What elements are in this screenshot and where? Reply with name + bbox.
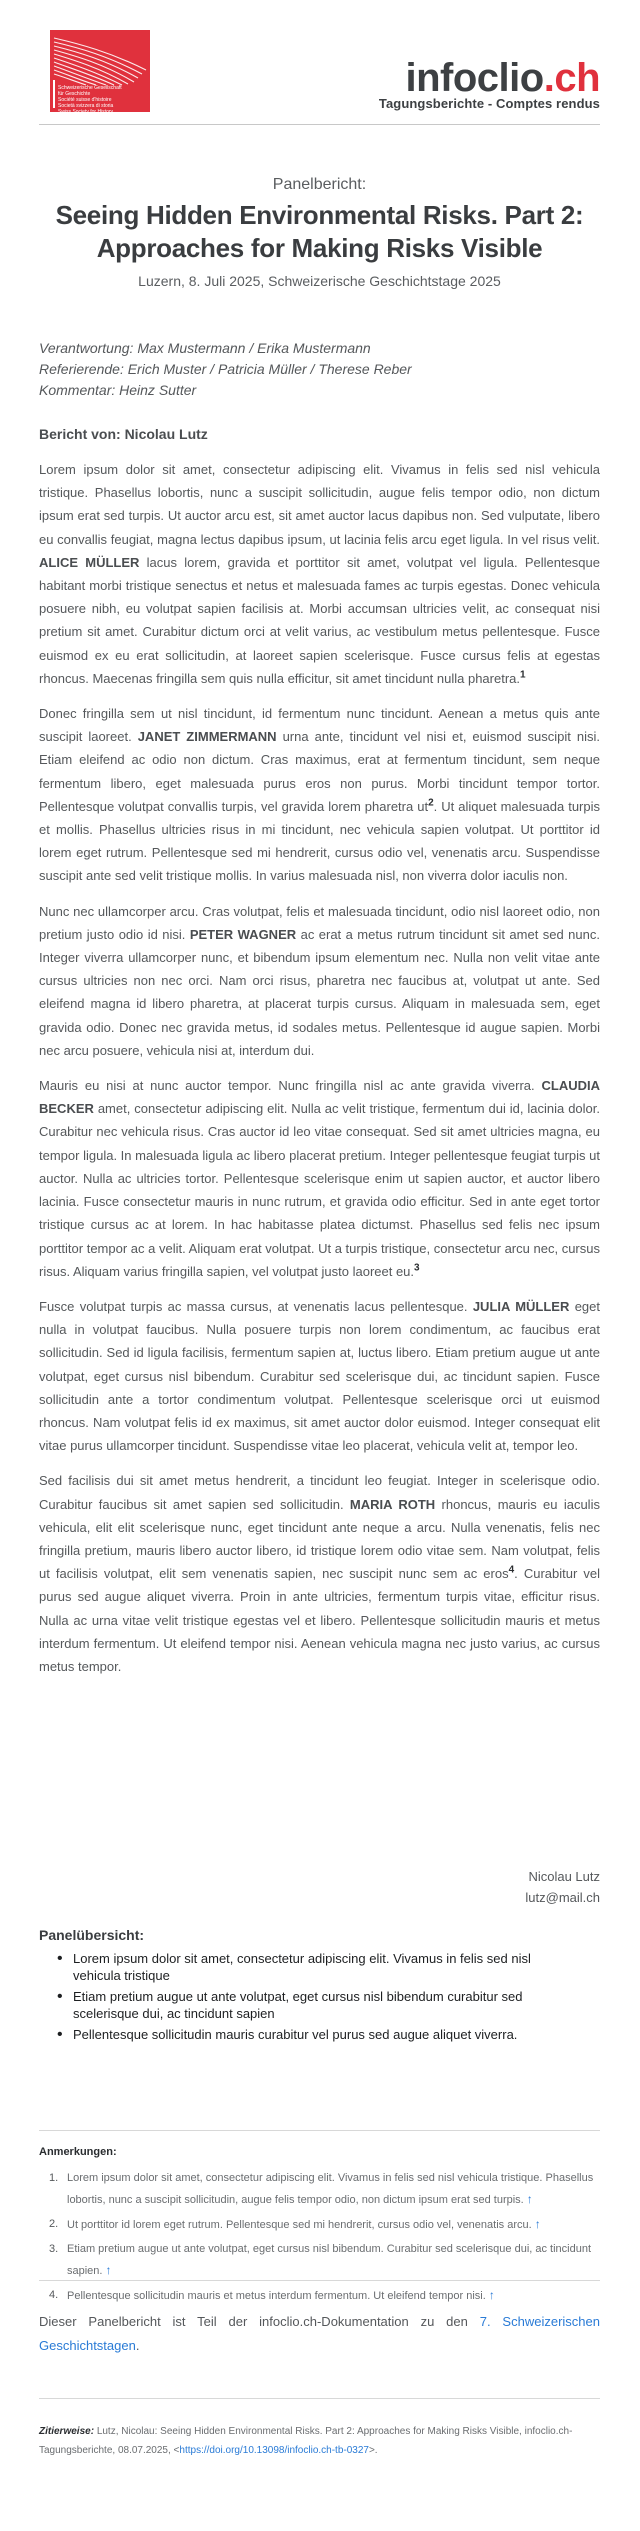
signature	[525, 1866, 600, 1908]
text: ac erat a metus rutrum tincidunt sit amet sed nunc. Integer viverra ullamcorper nunc, et bibendum ipsum elementum nec. Nulla non velit vitae ante cursus ultricies non nec orci. Nam orci risus, pharetra nec faucibus at, volutpat ut ante. Sed eleifend magna id libero pharetra, at placerat turpis cursus. Aliquam in malesuada sem, eget gravida odio. Donec nec gravida metus, id sodales metus. Pellentesque id augue sapien. Morbi nec arcu posuere, vehicula nisi at, interdum dui.	[39, 926, 600, 1058]
speaker-name: ALICE MÜLLER	[39, 554, 140, 570]
text: Sed facilisis dui sit amet metus hendrerit, a tincidunt leo feugiat. Integer in scelerisque odio. Curabitur faucibus sit amet sapien sed sollicitudin.	[39, 1473, 600, 1512]
overview-item: • Etiam pretium augue ut ante volutpat, eget cursus nisl bibendum curabitur sed scelerisque dui, ac tincidunt sapien	[73, 1988, 559, 2022]
brand-tagline: Tagungsberichte - Comptes rendus	[378, 96, 600, 111]
infoclio-logo[interactable]	[379, 58, 600, 111]
commentary: Kommentar: Heinz Sutter	[39, 382, 197, 398]
back-to-text-icon[interactable]: ↑	[534, 2217, 541, 2231]
note-number: 2.	[49, 2218, 59, 2230]
footnote-ref[interactable]: 2	[428, 797, 434, 809]
note-item	[49, 2168, 600, 2211]
text: Lorem ipsum dolor sit amet, consectetur adipiscing elit. Vivamus in felis sed nisl vehicula tristique. Phasellus lobortis, nunc a suscipit sollicitudin, augue felis tempor odio, non dictum ipsum erat sed turpis. Ut auctor arcu est, sit amet auctor lacus dapibus non. Sed vulputate, libero eu convallis feugiat, magna lectus dapibus ipsum, ut lacinia felis arcu eget ligula. In vel risus velit.	[39, 462, 600, 547]
paragraph	[39, 702, 600, 888]
note-number: 3.	[49, 2243, 59, 2255]
speaker-name: PETER WAGNER	[189, 926, 297, 942]
note-number: 4.	[49, 2289, 59, 2301]
event-subline: Luzern, 8. Juli 2025, Schweizerische Geschichtstage 2025	[138, 273, 501, 289]
speaker-name: JULIA MÜLLER	[472, 1298, 570, 1314]
text: urna ante, tincidunt vel nisi et, euismod suscipit nisi. Etiam eleifend ac odio non dictum. Cras maximus, erat at fermentum tincidunt, sem neque fermentum libero, eget malesuada purus eros non purus. Morbi tincidunt tempor tortor. Pellentesque volutpat convallis turpis, vel gravida lorem pharetra ut	[39, 729, 600, 814]
footnote-ref[interactable]: 3	[414, 1262, 420, 1274]
note-item	[49, 2239, 600, 2282]
report-kind: Panelbericht:	[272, 176, 367, 193]
note-text: Etiam pretium augue ut ante volutpat, eget cursus nisl bibendum. Curabitur sed scelerisque dui, ac tincidunt sapien.	[67, 2243, 592, 2277]
citation-text: Lutz, Nicolau: Seeing Hidden Environmental Risks. Part 2: Approaches for Making Risks Visible, infoclio.ch-Tagungsberichte, 08.07.2025, <	[39, 2426, 573, 2456]
citation	[39, 2422, 600, 2460]
footnote-ref[interactable]: 4	[508, 1564, 515, 1576]
text: Nunc nec ullamcorper arcu. Cras volutpat, felis et malesuada tincidunt, odio nisl laoreet odio, non pretium justo odio id nisi.	[39, 903, 600, 942]
back-to-text-icon[interactable]: ↑	[488, 2288, 495, 2302]
doc-note-end: .	[135, 2338, 140, 2353]
speaker-name: MARIA ROTH	[349, 1496, 436, 1512]
speakers: Referierende: Erich Muster / Patricia Müller / Therese Reber	[39, 361, 412, 377]
reporter: Bericht von: Nicolau Lutz	[39, 426, 208, 442]
overview-item: • Lorem ipsum dolor sit amet, consectetur adipiscing elit. Vivamus in felis sed nisl vehicula tristique	[73, 1950, 559, 1984]
footnote-ref[interactable]: 1	[520, 669, 526, 681]
logo-line: Schweizerische Gesellschaft	[58, 85, 122, 91]
divider	[39, 2280, 600, 2281]
responsibility-block	[39, 338, 412, 401]
author-email[interactable]: lutz@mail.ch	[525, 1890, 600, 1905]
note-text: Ut porttitor id lorem eget rutrum. Pellentesque sed mi hendrerit, cursus odio vel, venenatis arcu.	[67, 2219, 532, 2231]
note-number: 1.	[49, 2172, 59, 2184]
note-text: Pellentesque sollicitudin mauris et metus interdum fermentum. Ut eleifend tempor nisi.	[67, 2290, 486, 2302]
logo-text	[58, 85, 148, 115]
note-text: Lorem ipsum dolor sit amet, consectetur adipiscing elit. Vivamus in felis sed nisl vehicula tristique. Phasellus lobortis, nunc a suscipit sollicitudin, augue felis tempor odio, non dictum ipsum erat sed turpis.	[67, 2172, 594, 2206]
text: Donec fringilla sem ut nisl tincidunt, id fermentum nunc tincidunt. Aenean a metus quis ante suscipit laoreet.	[39, 706, 600, 745]
note-item	[49, 2214, 600, 2236]
paragraph	[39, 1074, 600, 1283]
logo-line: Swiss Society for History	[58, 109, 114, 115]
back-to-text-icon[interactable]: ↑	[526, 2192, 533, 2206]
brand-part-info: info	[405, 56, 477, 100]
citation-label: Zitierweise:	[39, 2426, 95, 2437]
text: lacus lorem, gravida et porttitor sit amet, volutpat vel ligula. Pellentesque habitant morbi tristique senectus et netus et malesuada fames ac turpis egestas. Donec vehicula posuere nibh, eu volutpat sapien facilisis at. Morbi accumsan ultricies velit, ac consequat nisi pretium sit amet. Curabitur dictum orci at velit varius, ac vestibulum metus pellentesque. Fusce euismod ex eu erat sollicitudin, at laoreet sapien scelerisque. Fusce cursus felis at egestas rhoncus. Maecenas fringilla sem quis nulla efficitur, sit amet tincidunt nulla pharetra.	[39, 554, 600, 686]
text: amet, consectetur adipiscing elit. Nulla ac velit tristique, fermentum dui id, lacinia dolor. Curabitur nec vehicula risus. Cras auctor id leo vitae consequat. Sed sit amet ultricies magna, eu tempor ligula. In malesuada ligula ac libero placerat pretium. Integer pellentesque feugiat turpis ut auctor. Nulla ac ultricies tortor. Pellentesque scelerisque enim ut sapien auctor, et auctor libero lacinia. Fusce consectetur mauris in nunc rutrum, et gravida odio efficitur. Sed in ante eget tortor tristique cursus ac at lorem. In hac habitasse platea dictumst. Phasellus sed felis nec ipsum porttitor tempor ac a velit. Aliquam erat volutpat. Ut a turpis tristique, consectetur arcu nec, cursus risus. Aliquam varius fringilla sapien, vel volutpat justo laoreet eu.	[39, 1101, 600, 1279]
overview-title: Panelübersicht:	[39, 1927, 145, 1943]
logo-line: Società svizzera di storia	[58, 103, 114, 109]
brand-part-clio: clio	[476, 56, 544, 100]
text: Mauris eu nisi at nunc auctor tempor. Nunc fringilla nisl ac ante gravida viverra.	[39, 1078, 535, 1094]
brand-part-ch: .ch	[543, 56, 600, 100]
responsibility: Verantwortung: Max Mustermann / Erika Mustermann	[39, 340, 371, 356]
geschichtstage-link[interactable]: 7. Schweizerischen Geschichtstagen	[39, 2314, 600, 2353]
divider	[39, 2130, 600, 2131]
paragraph	[39, 458, 600, 690]
documentation-note	[39, 2310, 600, 2358]
overview-item: • Pellentesque sollicitudin mauris curabitur vel purus sed augue aliquet viverra.	[73, 2026, 559, 2043]
text: Fusce volutpat turpis ac massa cursus, at venenatis lacus pellentesque.	[39, 1298, 468, 1314]
logo-line: für Geschichte	[58, 91, 91, 97]
citation-end: >.	[368, 2445, 378, 2456]
note-item	[49, 2285, 600, 2307]
logo-line: Société suisse d'histoire	[58, 97, 112, 103]
back-to-text-icon[interactable]: ↑	[105, 2263, 112, 2277]
divider	[39, 2398, 600, 2399]
header-divider	[39, 124, 600, 125]
author-name: Nicolau Lutz	[528, 1869, 600, 1884]
report-body	[39, 458, 600, 1690]
sgg-logo[interactable]	[50, 30, 150, 115]
doi-link[interactable]: https://doi.org/10.13098/infoclio.ch-tb-0327	[179, 2445, 369, 2456]
paragraph	[39, 900, 600, 1062]
speaker-name: CLAUDIA BECKER	[39, 1078, 600, 1117]
paragraph	[39, 1469, 600, 1678]
notes-title: Anmerkungen:	[39, 2146, 117, 2158]
brand-wordmark	[379, 58, 600, 98]
text: eget nulla in volutpat faucibus. Nulla posuere turpis non lorem condimentum, ac faucibus erat sollicitudin. Sed id ligula facilisis, fermentum sapien at, luctus libero. Etiam pretium augue ut ante volutpat, eget cursus nisl bibendum. Curabitur sed scelerisque dui, ac tincidunt sapien. Fusce sollicitudin ante a tortor condimentum volutpat. Pellentesque scelerisque orci ut euismod rhoncus. Nam volutpat felis id ex maximus, sit amet auctor dolor euismod. Integer consequat elit vitae purus ullamcorper tincidunt. Suspendisse vitae leo placerat, vehicula velit at, tempor leo.	[39, 1298, 600, 1454]
text: . Curabitur vel purus sed augue aliquet viverra. Proin in ante ultricies, fermentum turpis vitae, efficitur risus. Nulla ac urna vitae velit tristique egestas vel et libero. Pellentesque sollicitudin mauris et metus interdum fermentum. Ut eleifend tempor nisi. Aenean vehicula magna nec justo varius, ac cursus metus tempor.	[39, 1566, 601, 1674]
doc-note-text: Dieser Panelbericht ist Teil der infoclio.ch-Dokumentation zu den	[39, 2314, 468, 2329]
overview-list	[39, 1950, 559, 2047]
speaker-name: JANET ZIMMERMANN	[137, 729, 277, 745]
paragraph	[39, 1295, 600, 1457]
text: . Ut aliquet malesuada turpis et mollis. Phasellus ultricies risus in mi tincidunt, nec vehicula sapien volutpat. Ut porttitor id lorem eget rutrum. Pellentesque sed mi hendrerit, cursus odio vel, venenatis arcu. Suspendisse suscipit ante sed velit tristique mollis. In varius malesuada nisl, non viverra dolor iaculis non.	[39, 798, 600, 884]
page-title: Seeing Hidden Environmental Risks. Part 2: Approaches for Making Risks Visible	[55, 200, 584, 263]
text: rhoncus, mauris eu iaculis vehicula, elit elit scelerisque nunc, eget tincidunt ante neque a arcu. Nulla venenatis, felis nec fringilla pretium, mauris libero auctor libero, id tristique lorem odio vitae sem. Nam volutpat, felis ut facilisis volutpat, elit sem venenatis sapien, nec suscipit nunc sem ac eros	[39, 1496, 600, 1582]
notes-list	[39, 2168, 600, 2310]
